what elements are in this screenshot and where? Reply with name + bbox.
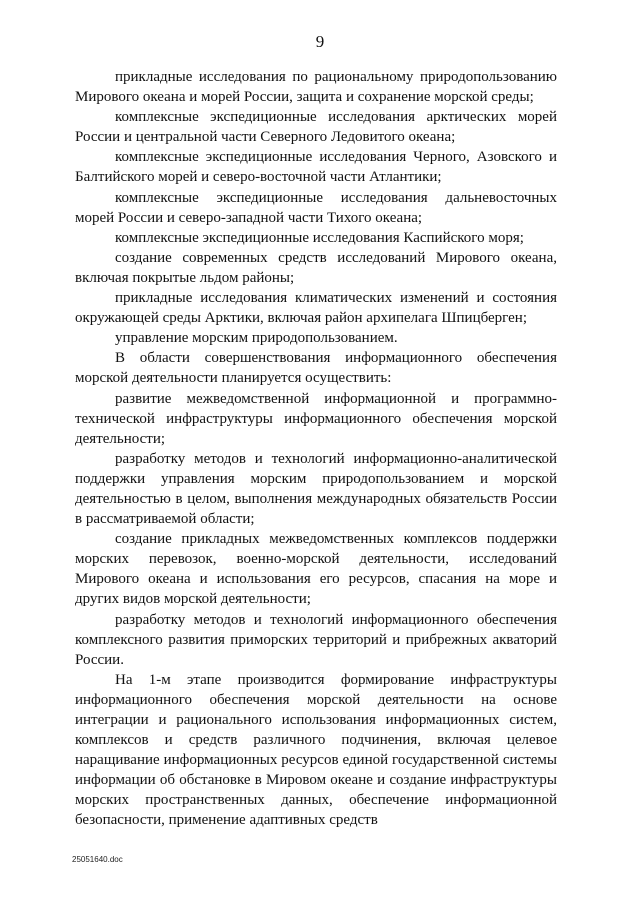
paragraph: создание прикладных межведомственных комплексов поддержки морских перевозок, военно-морской деятельности, исследований Мирового океана и использования его ресурсов, спасания на море и других видов морской деятельности; [75, 531, 557, 608]
paragraph: комплексные экспедиционные исследования дальневосточных морей России и северо-западной части Тихого океана; [75, 189, 557, 226]
paragraph: прикладные исследования климатических изменений и состояния окружающей среды Арктики, включая район архипелага Шпицберген; [75, 290, 557, 327]
page-number: 9 [315, 32, 325, 51]
paragraph: комплексные экспедиционные исследования Каспийского моря; [115, 229, 524, 246]
paragraph: На 1-м этапе производится формирование инфраструктуры информационного обеспечения морской деятельности на основе интеграции и рационального использования информационных систем, комплексов и средств различного подчинения, включая целевое наращивание информационных ресурсов единой государственной системы информации об обстановке в Мировом океане и создание инфраструктуры морских пространственных данных, обеспечение информационной безопасности, применение адаптивных средств [75, 671, 557, 829]
paragraph: управление морским природопользованием. [115, 330, 398, 347]
paragraph: прикладные исследования по рациональному природопользованию Мирового океана и морей России, защита и сохранение морской среды; [75, 69, 557, 106]
paragraph: В области совершенствования информационного обеспечения морской деятельности планируется осуществить: [75, 350, 557, 387]
body-text [75, 67, 557, 831]
file-name-footer: 25051640.doc [72, 855, 123, 864]
paragraph: развитие межведомственной информационной и программно-технической инфраструктуры информационного обеспечения морской деятельности; [75, 390, 557, 447]
paragraph: комплексные экспедиционные исследования Черного, Азовского и Балтийского морей и северо-восточной части Атлантики; [75, 149, 557, 186]
paragraph: создание современных средств исследований Мирового океана, включая покрытые льдом районы; [75, 249, 557, 286]
paragraph: комплексные экспедиционные исследования арктических морей России и центральной части Северного Ледовитого океана; [75, 109, 557, 146]
paragraph: разработку методов и технологий информационно-аналитической поддержки управления морским природопользованием и морской деятельностью в целом, выполнения международных обязательств России в рассматриваемой области; [75, 450, 557, 528]
paragraph: разработку методов и технологий информационного обеспечения комплексного развития приморских территорий и прибрежных акваторий России. [75, 611, 557, 668]
